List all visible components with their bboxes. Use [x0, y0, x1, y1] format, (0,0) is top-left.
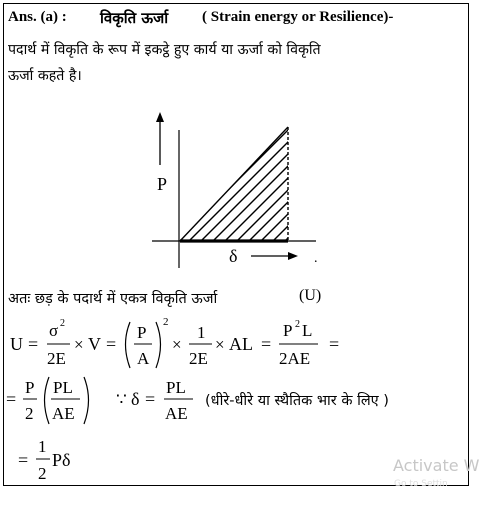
eq1-sigma: σ	[49, 321, 59, 340]
intro-line-1: पदार्थ में विकृति के रूप में इकट्ठे हुए कार्य या ऊर्जा को विकृति	[8, 42, 321, 58]
eq1-den-2E-b: 2E	[189, 349, 208, 368]
eq2-AE: AE	[52, 404, 75, 423]
eq1-equals-2: =	[106, 334, 117, 354]
eq1-times-3: ×	[215, 335, 225, 354]
equation-2	[6, 377, 193, 424]
activation-watermark-sub: Go to Settin	[394, 479, 448, 489]
explanation-symbol: (U)	[299, 287, 322, 304]
eq3-equals: =	[18, 450, 29, 470]
eq2-equals: =	[6, 389, 17, 409]
activation-watermark: Activate W	[393, 456, 480, 475]
eq2-two: 2	[25, 404, 34, 423]
eq1-A: A	[137, 349, 150, 368]
eq1-V: V	[88, 334, 101, 354]
eq1-paren-square: 2	[163, 316, 169, 328]
answer-label: Ans. (a) :	[8, 9, 67, 25]
loading-note: (धीरे-धीरे या स्थैतिक भार के लिए )	[205, 393, 389, 409]
eq1-P2L-L: L	[302, 321, 313, 340]
eq1-times-2: ×	[172, 335, 182, 354]
p-label: P	[157, 174, 168, 194]
eq2-PL: PL	[53, 378, 73, 397]
eq2-AE-2: AE	[165, 404, 188, 423]
eq1-times-1: ×	[74, 335, 84, 354]
equation-3	[18, 437, 71, 483]
eq1-P: P	[137, 323, 147, 342]
hindi-term: विकृति ऊर्जा	[100, 9, 169, 27]
eq1-equals-4: =	[329, 334, 340, 354]
eq1-U: U	[10, 334, 23, 354]
eq2-left-paren	[45, 377, 50, 424]
eq2-because: ∵	[116, 390, 127, 409]
delta-label: δ	[229, 246, 238, 266]
eq1-AL: AL	[229, 334, 253, 354]
eq1-one: 1	[197, 323, 206, 342]
eq2-delta: δ	[131, 389, 140, 409]
eq3-one: 1	[38, 437, 47, 456]
eq3-two: 2	[38, 464, 47, 483]
load-line	[180, 127, 288, 241]
eq2-equals-2: =	[145, 389, 156, 409]
eq1-left-paren	[126, 322, 131, 368]
delta-arrow-head	[288, 252, 298, 260]
eq2-PL-2: PL	[166, 378, 186, 397]
eq2-P: P	[25, 378, 35, 397]
eq1-den-2AE: 2AE	[279, 349, 311, 368]
english-term: ( Strain energy or Resilience)-	[202, 9, 394, 25]
eq1-equals-1: =	[28, 334, 39, 354]
equation-1	[10, 316, 339, 368]
eq1-P2L-P: P	[283, 321, 293, 340]
explanation-line: अतः छड़ के पदार्थ में एकत्र विकृति ऊर्जा	[8, 291, 218, 307]
eq1-equals-3: =	[261, 334, 272, 354]
eq1-den-2E: 2E	[47, 349, 66, 368]
eq1-right-paren	[156, 322, 161, 368]
eq1-sigma-square: 2	[60, 318, 65, 329]
graph-dot: .	[314, 251, 318, 266]
p-arrow-head	[156, 112, 164, 122]
eq1-P2L-square: 2	[295, 319, 300, 330]
eq2-right-paren	[84, 377, 89, 424]
intro-line-2: ऊर्जा कहते है।	[8, 68, 82, 84]
eq3-Pdelta: Pδ	[52, 450, 71, 470]
